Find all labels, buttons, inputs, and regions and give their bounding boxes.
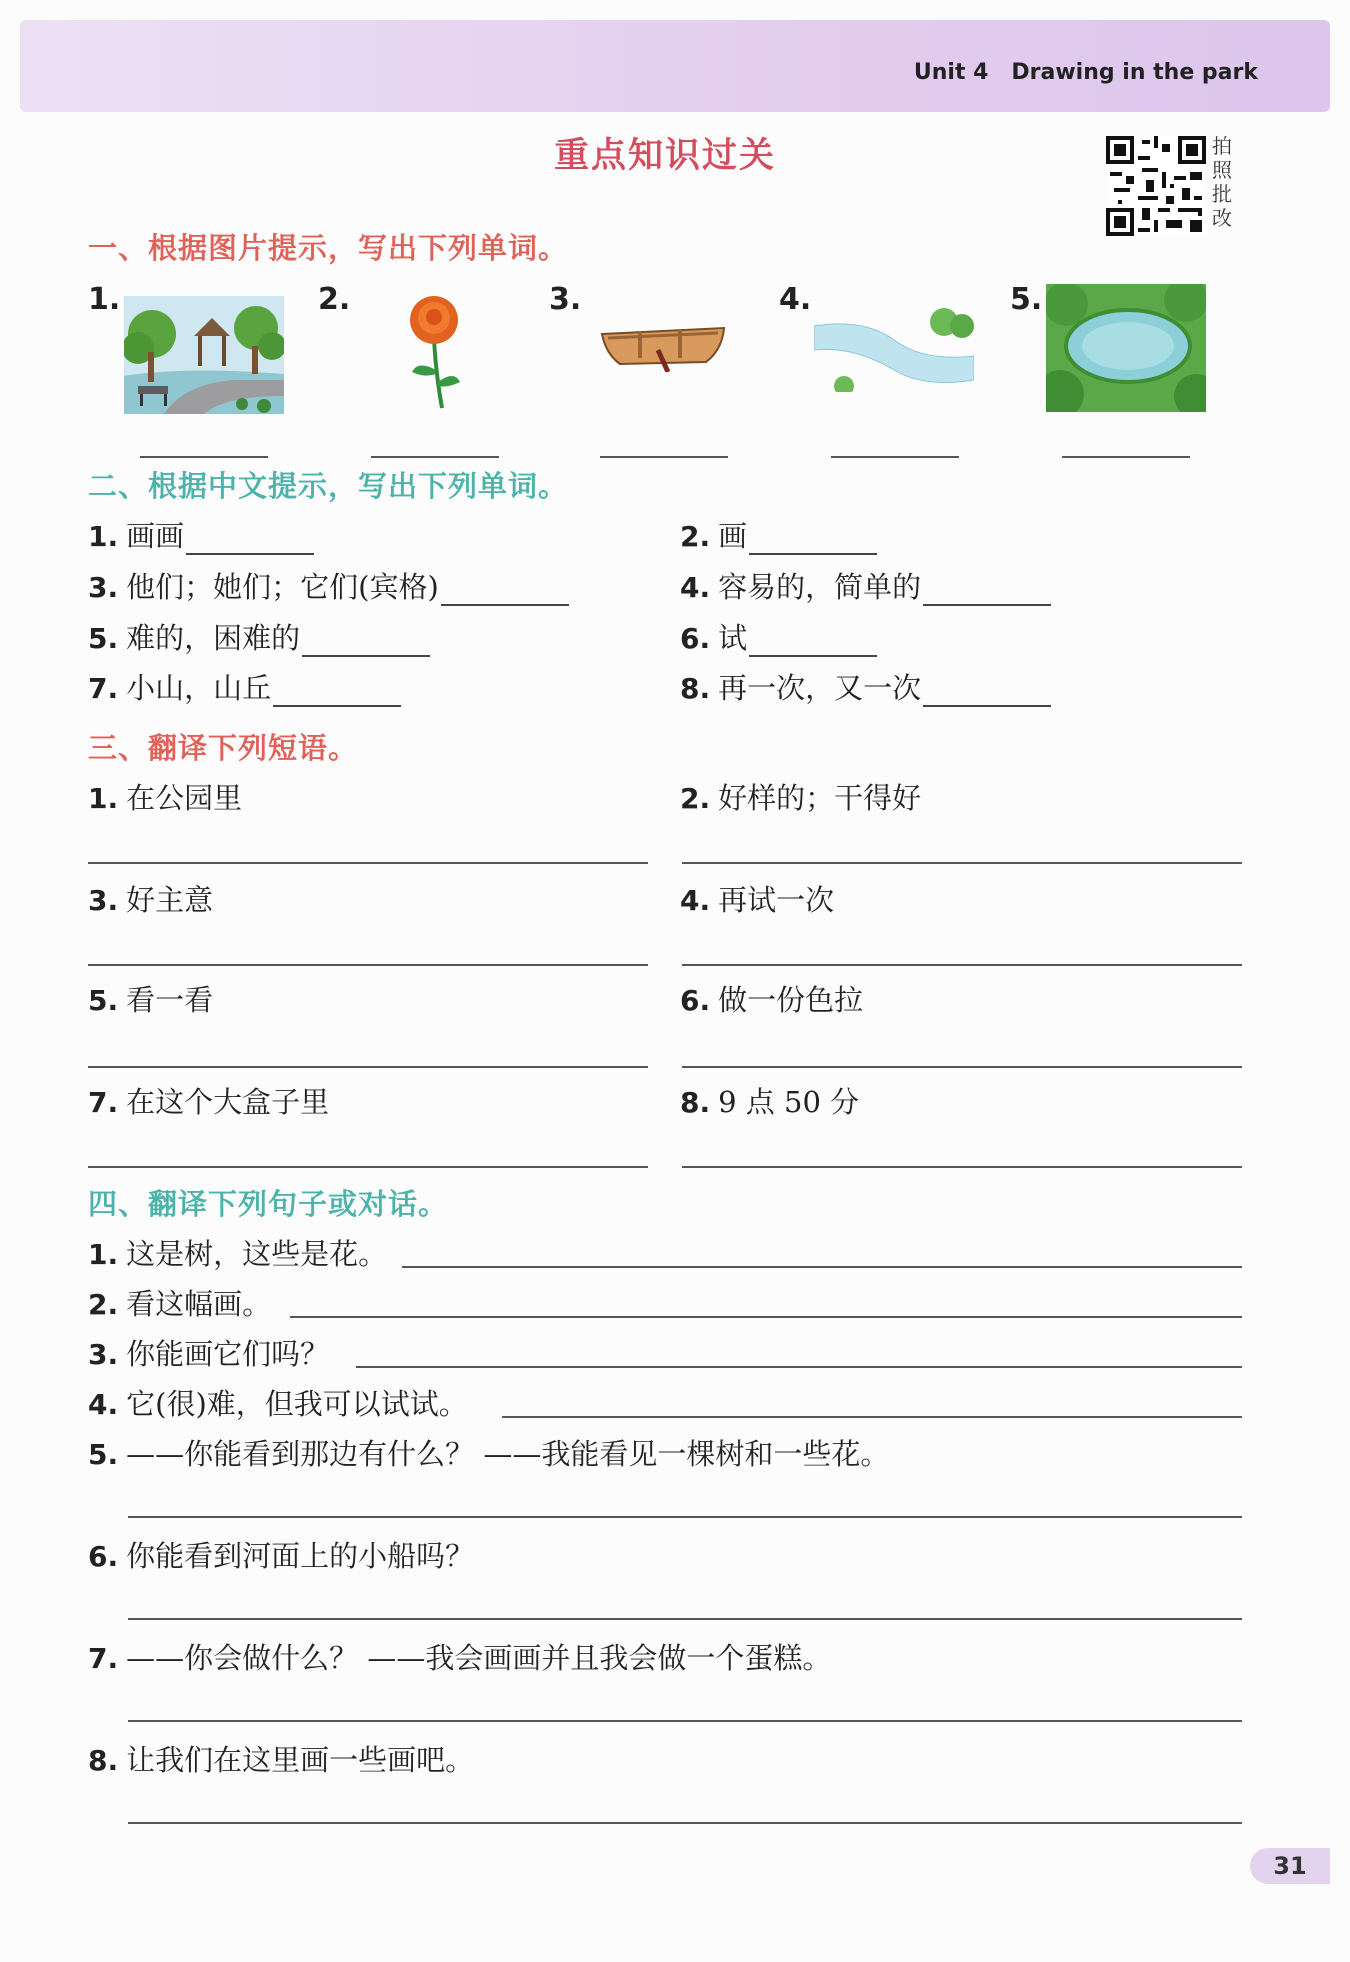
item-number: 4. — [88, 1388, 119, 1421]
item-text: 试 — [718, 621, 748, 655]
item-number: 7. — [88, 1642, 119, 1675]
item-text: 9 点 50 分 — [718, 1085, 860, 1119]
answer-blank[interactable] — [441, 574, 569, 606]
item-text: 他们；她们；它们(宾格) — [126, 570, 439, 604]
unit-title: Unit 4 Drawing in the park — [913, 60, 1258, 85]
item-number: 6. — [680, 984, 711, 1017]
item-number: 2. — [680, 782, 711, 815]
item-number: 2. — [88, 1288, 119, 1321]
item-text: 做一份色拉 — [718, 983, 864, 1017]
sentence-item — [88, 1332, 329, 1373]
item-number: 3. — [88, 884, 119, 917]
section-4-heading: 四、翻译下列句子或对话。 — [88, 1187, 449, 1221]
answer-line[interactable] — [140, 456, 268, 458]
answer-line[interactable] — [1062, 456, 1190, 458]
item-text: 你能画它们吗？ — [126, 1337, 330, 1371]
phrase-item — [88, 1080, 329, 1121]
answer-blank[interactable] — [186, 523, 314, 555]
answer-blank[interactable] — [749, 625, 877, 657]
item-text: 看一看 — [126, 983, 214, 1017]
answer-line[interactable] — [371, 456, 499, 458]
item-number: 4. — [680, 571, 711, 604]
item-text: 画 — [718, 519, 748, 553]
answer-blank[interactable] — [749, 523, 877, 555]
answer-line[interactable] — [682, 1166, 1242, 1168]
answer-line[interactable] — [502, 1416, 1242, 1418]
item-text: 好主意 — [126, 883, 214, 917]
picture-3-number: 3. — [549, 282, 582, 317]
item-number: 8. — [680, 1086, 711, 1119]
item-text: 你能看到河面上的小船吗？ — [126, 1539, 475, 1573]
item-number: 8. — [88, 1744, 119, 1777]
item-number: 7. — [88, 672, 119, 705]
item-text: 这是树，这些是花。 — [126, 1237, 388, 1271]
flower-icon — [404, 290, 464, 410]
answer-blank[interactable] — [273, 675, 401, 707]
item-text: 在公园里 — [126, 781, 243, 815]
word-item — [88, 565, 569, 606]
answer-line[interactable] — [128, 1516, 1242, 1518]
item-number: 1. — [88, 520, 119, 553]
lake-icon — [1046, 284, 1206, 412]
word-item — [88, 666, 401, 707]
phrase-item — [88, 776, 242, 817]
answer-line[interactable] — [88, 1166, 648, 1168]
item-text: 小山，山丘 — [126, 671, 272, 705]
item-number: 7. — [88, 1086, 119, 1119]
word-item — [680, 514, 877, 555]
item-text: 画画 — [126, 519, 185, 553]
item-number: 8. — [680, 672, 711, 705]
item-number: 3. — [88, 571, 119, 604]
item-text: 在这个大盒子里 — [126, 1085, 330, 1119]
answer-line[interactable] — [128, 1822, 1242, 1824]
page-title: 重点知识过关 — [553, 136, 776, 176]
phrase-item — [88, 978, 213, 1019]
river-icon — [814, 300, 974, 392]
answer-line[interactable] — [128, 1618, 1242, 1620]
item-text: 容易的，简单的 — [718, 570, 922, 604]
phrase-item — [680, 1080, 859, 1121]
word-item — [680, 565, 1051, 606]
picture-4-number: 4. — [779, 282, 812, 317]
sentence-item — [88, 1738, 474, 1779]
answer-line[interactable] — [682, 862, 1242, 864]
item-number: 1. — [88, 1238, 119, 1271]
qr-code-icon[interactable] — [1106, 136, 1206, 236]
sentence-item — [88, 1232, 387, 1273]
picture-2-number: 2. — [318, 282, 351, 317]
word-item — [680, 666, 1051, 707]
boat-icon — [598, 320, 728, 372]
item-text: 看这幅画。 — [126, 1287, 272, 1321]
sentence-item — [88, 1636, 831, 1677]
word-item — [680, 616, 877, 657]
item-text: ——你会做什么？ ——我会画画并且我会做一个蛋糕。 — [126, 1641, 832, 1675]
item-text: ——你能看到那边有什么？ ——我能看见一棵树和一些花。 — [126, 1437, 890, 1471]
answer-line[interactable] — [88, 862, 648, 864]
item-number: 5. — [88, 984, 119, 1017]
item-number: 6. — [680, 622, 711, 655]
phrase-item — [680, 878, 834, 919]
phrase-item — [680, 978, 863, 1019]
sentence-item — [88, 1382, 468, 1423]
answer-line[interactable] — [682, 1066, 1242, 1068]
item-number: 5. — [88, 1438, 119, 1471]
answer-line[interactable] — [831, 456, 959, 458]
item-text: 再试一次 — [718, 883, 835, 917]
picture-1-number: 1. — [88, 282, 121, 317]
word-item — [88, 514, 314, 555]
picture-5-number: 5. — [1010, 282, 1043, 317]
item-number: 6. — [88, 1540, 119, 1573]
section-2-heading: 二、根据中文提示，写出下列单词。 — [88, 469, 569, 503]
page-number: 31 — [1250, 1848, 1330, 1884]
answer-blank[interactable] — [923, 675, 1051, 707]
item-number: 3. — [88, 1338, 119, 1371]
answer-line[interactable] — [402, 1266, 1242, 1268]
answer-line[interactable] — [682, 964, 1242, 966]
answer-line[interactable] — [600, 456, 728, 458]
section-3-heading: 三、翻译下列短语。 — [88, 731, 359, 765]
phrase-item — [88, 878, 213, 919]
item-number: 1. — [88, 782, 119, 815]
section-1-heading: 一、根据图片提示，写出下列单词。 — [88, 231, 569, 265]
item-number: 5. — [88, 622, 119, 655]
answer-line[interactable] — [290, 1316, 1242, 1318]
answer-blank[interactable] — [923, 574, 1051, 606]
item-text: 难的，困难的 — [126, 621, 301, 655]
item-text: 再一次，又一次 — [718, 671, 922, 705]
sentence-item — [88, 1432, 889, 1473]
phrase-item — [680, 776, 921, 817]
item-text: 它(很)难，但我可以试试。 — [126, 1387, 468, 1421]
answer-line[interactable] — [128, 1720, 1242, 1722]
park-icon — [124, 296, 284, 414]
word-item — [88, 616, 430, 657]
item-number: 4. — [680, 884, 711, 917]
answer-blank[interactable] — [302, 625, 430, 657]
sentence-item — [88, 1282, 271, 1323]
item-text: 让我们在这里画一些画吧。 — [126, 1743, 475, 1777]
qr-code-label: 拍照批改 — [1212, 134, 1232, 230]
answer-line[interactable] — [88, 964, 648, 966]
sentence-item — [88, 1534, 474, 1575]
answer-line[interactable] — [356, 1366, 1242, 1368]
answer-line[interactable] — [88, 1066, 648, 1068]
item-number: 2. — [680, 520, 711, 553]
item-text: 好样的；干得好 — [718, 781, 922, 815]
